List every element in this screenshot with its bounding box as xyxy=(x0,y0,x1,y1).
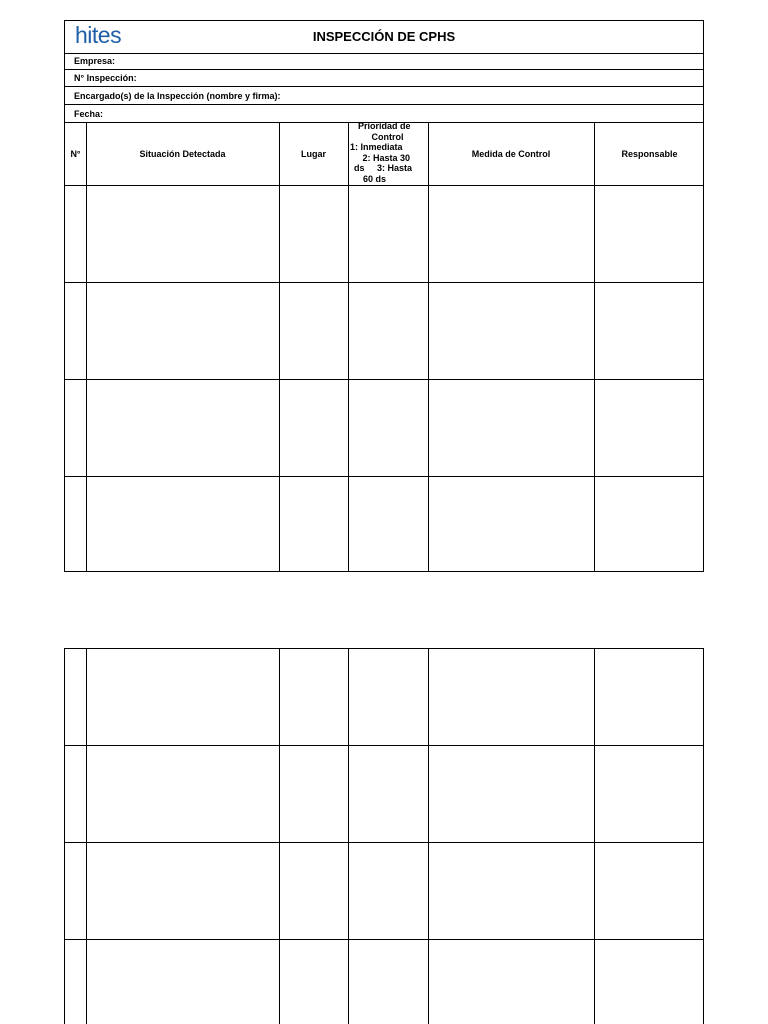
inspection-form-page-2 xyxy=(64,648,704,1024)
table-row[interactable] xyxy=(65,745,703,746)
col-header-situation: Situación Detectada xyxy=(139,149,226,159)
col-header-place: Lugar xyxy=(300,149,326,159)
table-row[interactable] xyxy=(65,842,703,843)
table-row[interactable] xyxy=(65,939,703,940)
col-header-number: N° xyxy=(70,149,81,159)
table-row[interactable] xyxy=(65,185,703,186)
col-header-responsible: Responsable xyxy=(621,149,678,159)
table-row[interactable] xyxy=(65,476,703,477)
hites-logo: hites xyxy=(75,22,122,48)
inspection-table xyxy=(65,123,703,571)
form-title: INSPECCIÓN DE CPHS xyxy=(312,29,456,44)
inspection-form-page-1 xyxy=(64,20,704,572)
form-header xyxy=(65,21,703,54)
date-field[interactable]: Fecha: xyxy=(65,106,703,123)
inspection-table-continued xyxy=(65,649,703,1024)
inspector-field[interactable]: Encargado(s) de la Inspección (nombre y firma): xyxy=(65,88,703,105)
empresa-field[interactable]: Empresa: xyxy=(65,53,703,70)
inspection-number-field[interactable]: N° Inspección: xyxy=(65,70,703,87)
col-header-priority: Prioridad de Control 1: Inmediata 2: Hasta 30 ds 3: Hasta 60 ds xyxy=(350,121,413,184)
table-row[interactable] xyxy=(65,379,703,380)
col-header-control-measure: Medida de Control xyxy=(471,149,551,159)
table-row[interactable] xyxy=(65,282,703,283)
